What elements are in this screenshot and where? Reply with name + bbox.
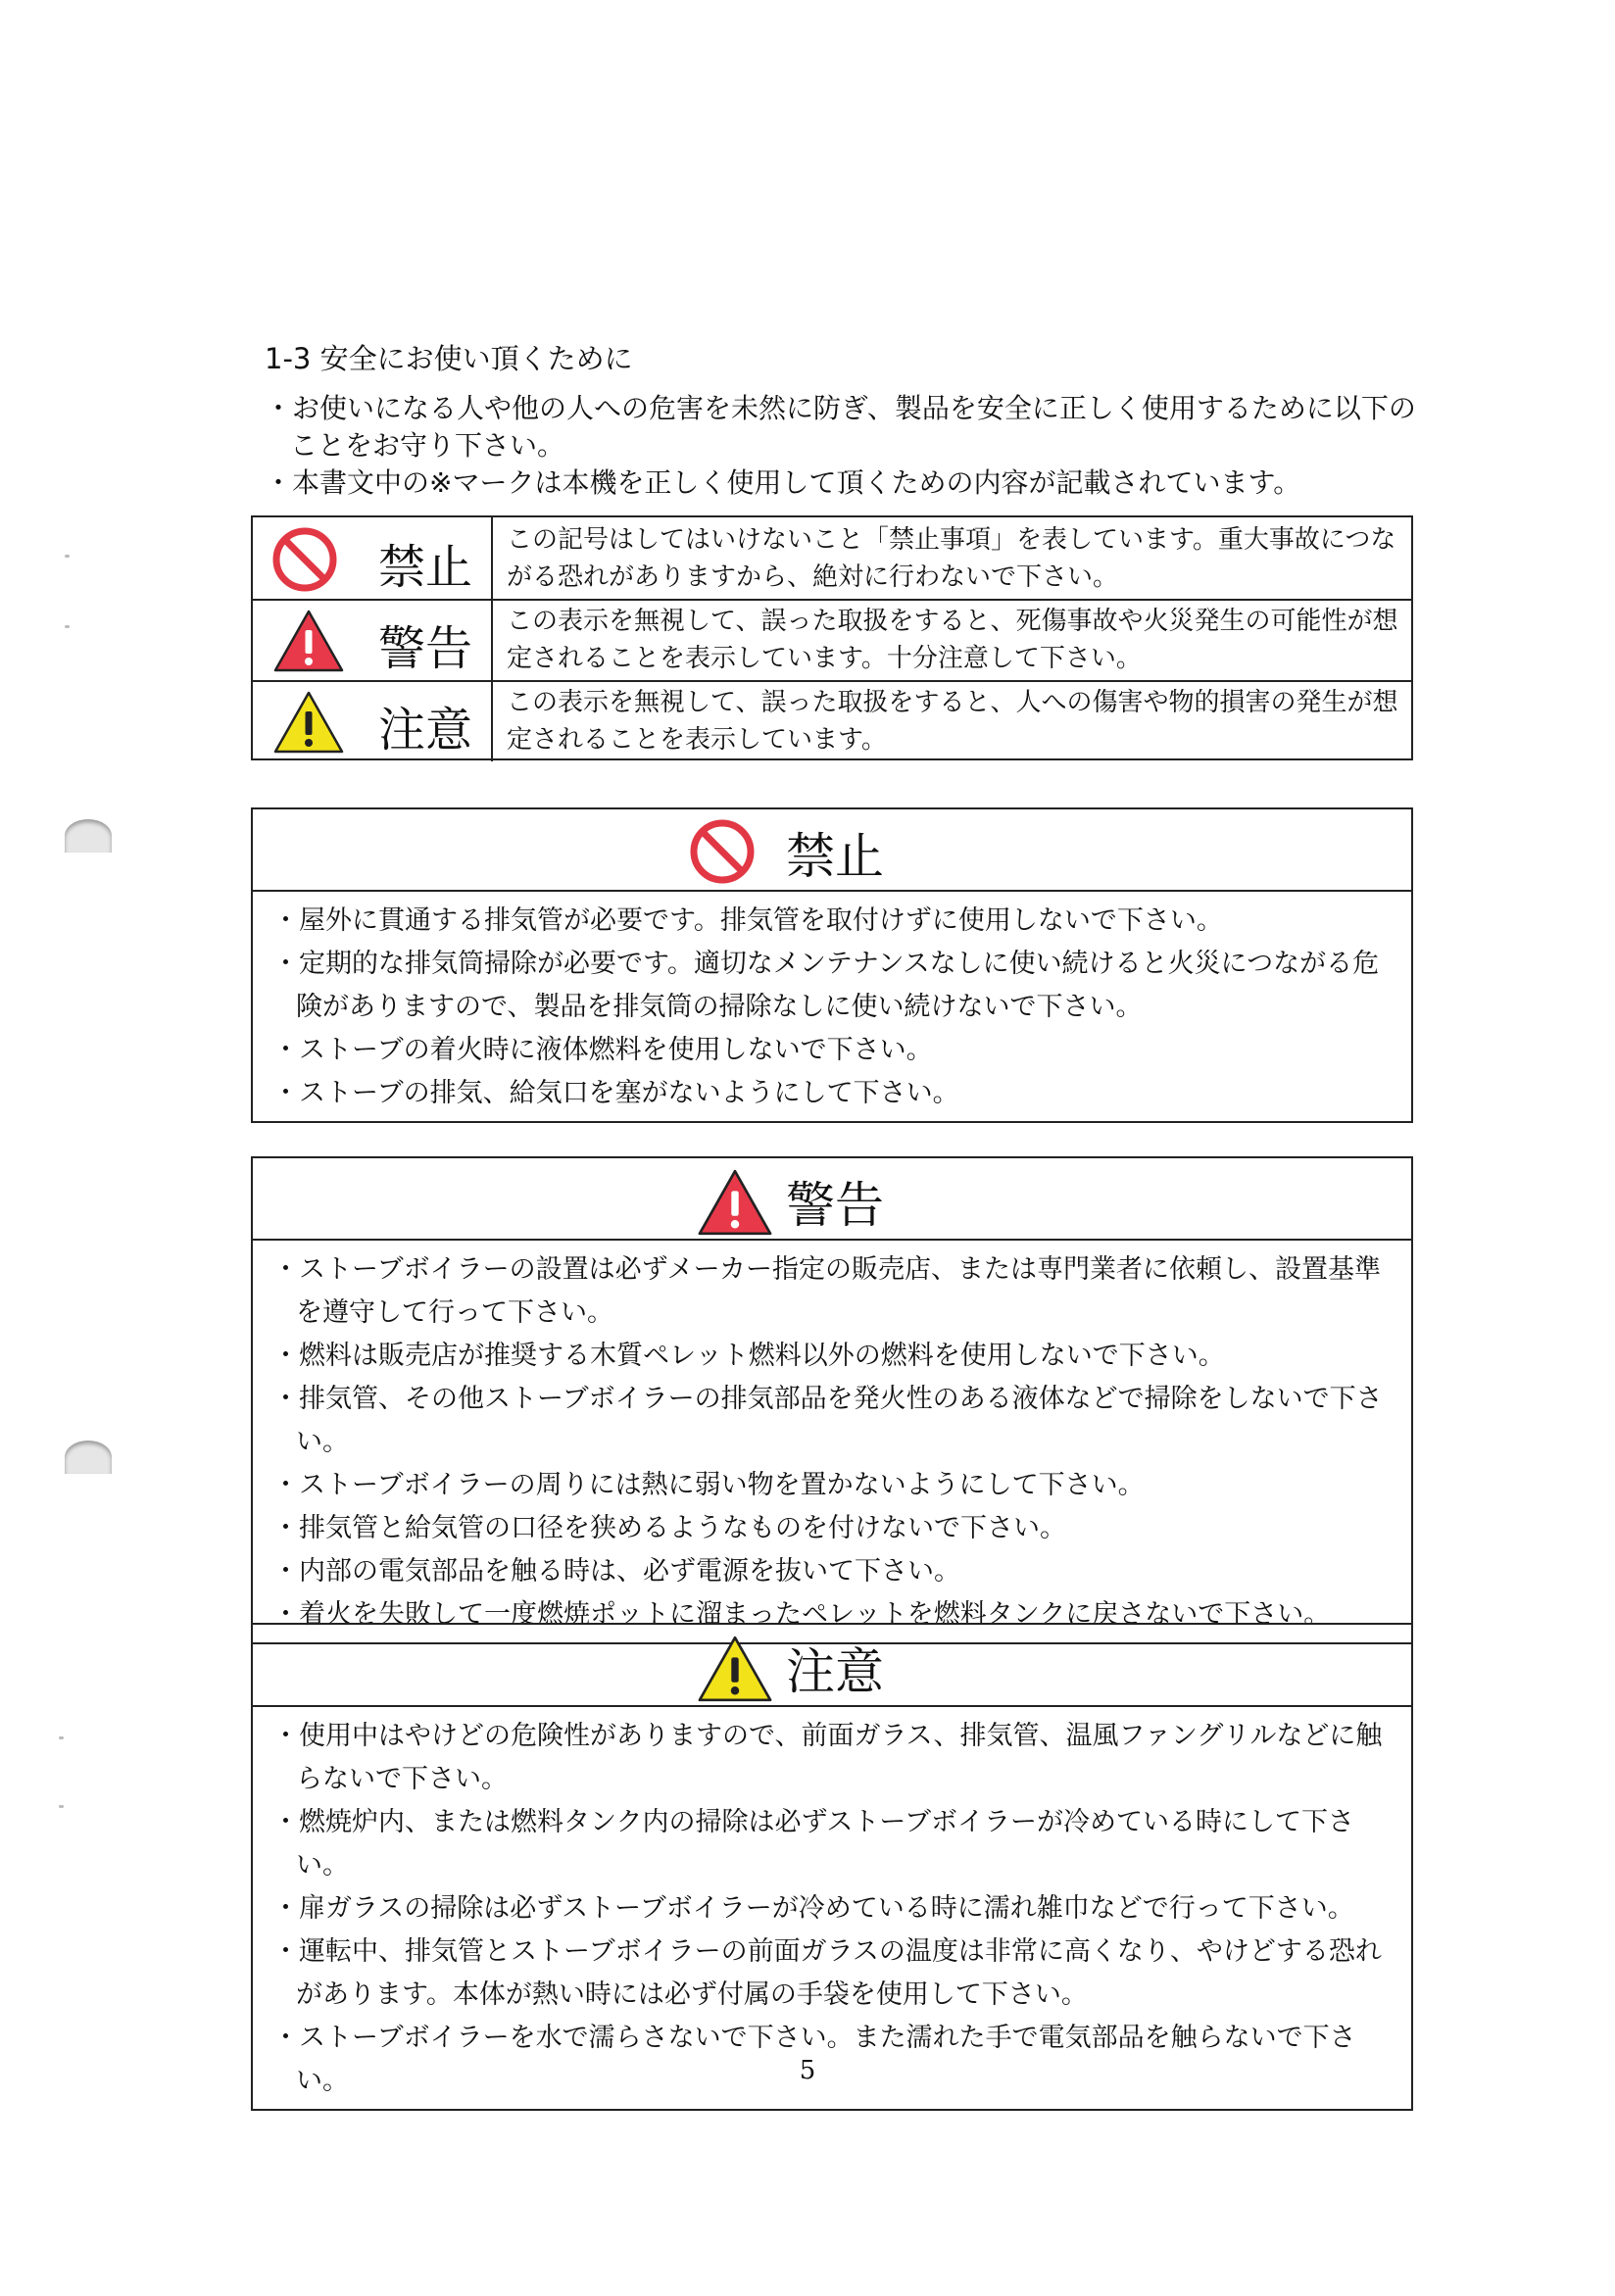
prohibition-box (251, 807, 1413, 1123)
legend-description: この表示を無視して、誤った取扱をすると、死傷事故や火災発生の可能性が想定されることを表示しています。十分注意して下さい。 (507, 607, 1398, 673)
scan-speck (65, 555, 70, 558)
prohibition-heading (253, 809, 1411, 892)
list-item: ・排気管、その他ストーブボイラーの排気部品を発火性のある液体などで掃除をしないで下さい。 (272, 1384, 1383, 1457)
legend-description: この表示を無視して、誤った取扱をすると、人への傷害や物的損害の発生が想定されることを表示しています。 (507, 688, 1398, 755)
intro-line: ・お使いになる人や他の人への危害を未然に防ぎ、製品を安全に正しく使用するために以下のことをお守り下さい。 (265, 392, 1416, 462)
legend-description: この記号はしてはいけないこと「禁止事項」を表しています。重大事故につながる恐れがありますから、絶対に行わないで下さい。 (507, 525, 1396, 592)
caution-list (253, 1707, 1411, 2109)
list-item: ・ストーブの排気、給気口を塞がないようにして下さい。 (272, 1078, 959, 1108)
symbol-legend-table (251, 515, 1413, 760)
prohibition-list (253, 892, 1411, 1121)
caution-yellow-triangle-icon (696, 1635, 774, 1703)
warning-heading-text: 警告 (786, 1177, 884, 1234)
legend-label: 警告 (378, 621, 473, 676)
intro-line: ・本書文中の※マークは本機を正しく使用して頂くための内容が記載されています。 (265, 466, 1301, 499)
legend-label: 禁止 (378, 540, 473, 595)
list-item: ・ストーブボイラーの周りには熱に弱い物を置かないようにして下さい。 (272, 1470, 1145, 1500)
warning-heading (253, 1158, 1411, 1241)
warning-box (251, 1156, 1413, 1644)
prohibition-icon (272, 527, 337, 592)
warning-red-triangle-icon (696, 1168, 774, 1237)
scan-speck (59, 1805, 64, 1808)
legend-row-caution (253, 680, 1411, 761)
page-number: 5 (799, 2056, 816, 2085)
scan-speck (65, 625, 70, 628)
legend-row-prohibition (253, 517, 1411, 601)
caution-yellow-triangle-icon (272, 690, 345, 755)
binder-hole (65, 819, 112, 853)
caution-box (251, 1623, 1413, 2111)
list-item: ・ストーブボイラーの設置は必ずメーカー指定の販売店、または専門業者に依頼し、設置基準を遵守して行って下さい。 (272, 1254, 1382, 1328)
binder-hole (65, 1441, 112, 1474)
list-item: ・屋外に貫通する排気管が必要です。排気管を取付けずに使用しないで下さい。 (272, 905, 1223, 936)
list-item: ・扉ガラスの掃除は必ずストーブボイラーが冷めている時に濡れ雑巾などで行って下さい。 (272, 1893, 1354, 1924)
section-title: 1-3 安全にお使い頂くために (265, 342, 633, 375)
caution-heading (253, 1625, 1411, 1707)
scan-speck (59, 1736, 64, 1739)
warning-red-triangle-icon (272, 609, 345, 673)
list-item: ・燃焼炉内、または燃料タンク内の掃除は必ずストーブボイラーが冷めている時にして下さい。 (272, 1807, 1355, 1881)
list-item: ・排気管と給気管の口径を狭めるようなものを付けないで下さい。 (272, 1513, 1066, 1543)
list-item: ・定期的な排気筒掃除が必要です。適切なメンテナンスなしに使い続けると火災につながる危険がありますので、製品を排気筒の掃除なしに使い続けないで下さい。 (272, 949, 1380, 1022)
caution-heading-text: 注意 (786, 1643, 884, 1700)
prohibition-heading-text: 禁止 (786, 828, 884, 885)
intro-text (265, 390, 1421, 502)
legend-row-warning (253, 599, 1411, 682)
list-item: ・内部の電気部品を触る時は、必ず電源を抜いて下さい。 (272, 1556, 960, 1587)
prohibition-icon (690, 819, 755, 884)
legend-label: 注意 (378, 703, 473, 757)
list-item: ・使用中はやけどの危険性がありますので、前面ガラス、排気管、温風ファングリルなどに触らないで下さい。 (272, 1721, 1383, 1794)
list-item: ・着火を失敗して一度燃焼ポットに溜まったペレットを燃料タンクに戻さないで下さい。 (272, 1599, 1331, 1630)
list-item: ・ストーブの着火時に液体燃料を使用しないで下さい。 (272, 1035, 933, 1065)
list-item: ・ストーブボイラーを水で濡らさないで下さい。また濡れた手で電気部品を触らないで下さい。 (272, 2023, 1356, 2096)
list-item: ・燃料は販売店が推奨する木質ペレット燃料以外の燃料を使用しないで下さい。 (272, 1341, 1225, 1371)
list-item: ・運転中、排気管とストーブボイラーの前面ガラスの温度は非常に高くなり、やけどする恐れがあります。本体が熱い時には必ず付属の手袋を使用して下さい。 (272, 1936, 1382, 2010)
warning-list (253, 1241, 1411, 1642)
